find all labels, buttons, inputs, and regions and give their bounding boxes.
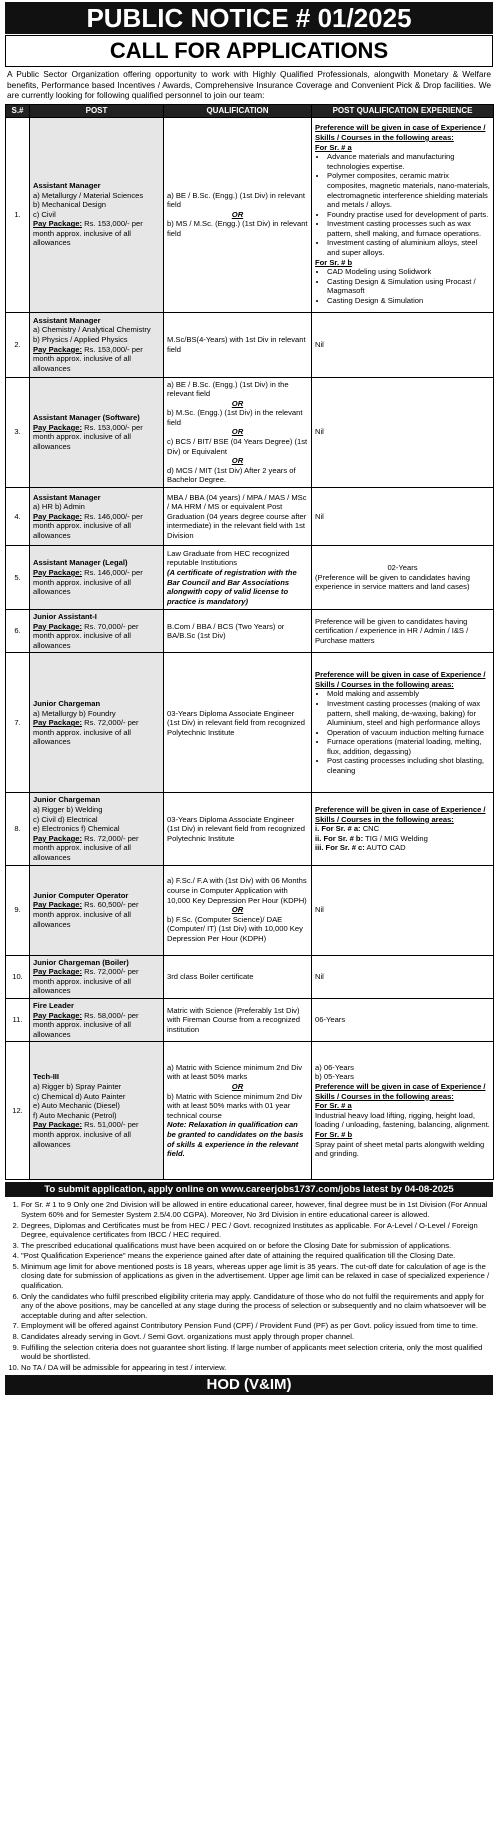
post-cell [30,793,164,865]
pay-label: Pay Package: [33,344,82,354]
experience-cell [312,117,494,312]
post-cell [30,117,164,312]
qualification-cell [164,955,312,998]
qualification-line: B.Com / BBA / BCS (Two Years) or BA/B.Sc (1st Div) [167,621,285,641]
note-item: 4. "Post Qualification Experience" means the experience gained after date of attaining the required qualification till the Closing Date. [21,1251,493,1261]
post-cell [30,1042,164,1180]
experience-cell [312,998,494,1041]
qualification-line: 03-Years Diploma Associate Engineer (1st Div) in relevant field from recognized Polytechnic Institute [167,708,306,737]
pay-value: Rs. 72,000/- per month approx. inclusive of all allowances [33,718,139,747]
table-row [6,793,494,865]
table-row [6,1042,494,1180]
table-row [6,488,494,546]
pay-value: Rs. 146,000/- per month approx. inclusive of all allowances [33,567,143,597]
post-discipline: e) Electronics f) Chemical [33,824,120,834]
experience-cell [312,865,494,955]
pay-label: Pay Package: [33,511,82,521]
experience-item-text: CNC [360,824,380,834]
experience-item: • Investment casting processes (making of wax pattern, shell making, de-waxing, baking) for Aluminium, steel and high performance alloys [327,699,490,728]
post-discipline: a) Metallurgy / Material Sciences [33,190,144,200]
post-discipline: c) Chemical d) Auto Painter [33,1091,126,1101]
pay-package [33,718,160,747]
experience-item: • Advance materials and manufacturing technologies expertise. [327,152,490,171]
sr-cell: 12. [6,1042,30,1180]
experience-item: • Furnace operations (material loading, melting, flux, addition, degassing) [327,737,490,756]
experience-heading: Preference will be given in case of Experience / Skills / Courses in the following areas: [315,805,486,824]
sr-cell: 7. [6,653,30,793]
qualification-line: a) BE / B.Sc. (Engg.) (1st Div) in relevant field [167,190,306,210]
experience-sub-text: Spray paint of sheet metal parts alongwith welding and grinding. [315,1139,485,1159]
pay-label: Pay Package: [33,1010,82,1020]
or-separator: OR [231,427,244,437]
experience-heading: Preference will be given in case of Experience / Skills / Courses in the following areas: [315,123,486,142]
pay-label: Pay Package: [33,422,82,432]
experience-item-label: iii. For Sr. # c: [315,843,365,853]
pay-package [33,834,160,863]
intro-paragraph: A Public Sector Organization offering opportunity to work with Highly Qualified Professionals, alongwith Monetary & Welfare benefits, Performance based Incentives / Awards, Comprehensive Insurance Coverage and Convenient Pick & Drop facilities. We are currently looking for following qualified personnel to join our team: [7,69,491,100]
post-cell [30,488,164,546]
sr-cell: 9. [6,865,30,955]
pay-label: Pay Package: [33,718,82,728]
experience-heading: Preference will be given in case of Experience / Skills / Courses in the following areas: [315,670,486,689]
header-qualification: QUALIFICATION [164,104,312,117]
qualification-note: Note: Relaxation in qualification can be granted to candidates on the basis of skills & experience in the relevant field. [167,1120,304,1159]
pay-label: Pay Package: [33,1120,82,1130]
post-discipline: c) Civil [33,209,56,219]
post-discipline: a) Rigger b) Welding [33,805,103,814]
experience-item-text: AUTO CAD [364,843,406,853]
experience-item: • Mold making and assembly [327,689,490,699]
experience-cell [312,955,494,998]
pay-value: Rs. 146,000/- per month approx. inclusive of all allowances [33,511,143,540]
qualification-line: a) BE / B.Sc. (Engg.) (1st Div) in the relevant field [167,379,289,399]
pay-label: Pay Package: [33,567,82,577]
experience-text: 06-Years [315,1015,346,1025]
post-discipline: b) Physics / Applied Physics [33,334,128,344]
pay-label: Pay Package: [33,967,82,977]
experience-item: • Casting Design & Simulation using Procast / Magmasoft [327,277,490,296]
qualification-line: a) F.Sc./ F.A with (1st Div) with 06 Months course in Computer Application with 10,000 Key Depression Per Hour (KDPH) [167,876,307,905]
sr-cell: 4. [6,488,30,546]
sr-cell: 3. [6,377,30,488]
qualification-cell [164,377,312,488]
note-item: 5. Minimum age limit for above mentioned posts is 18 years, whereas upper age limit is 35 years. The cut-off date for calculation of age is the closing date for submission of applications as given in the advertisement. Upper age limit can be relaxed in case of specialized experience / qualification. [21,1262,493,1291]
experience-cell [312,610,494,653]
post-title: Assistant Manager [33,315,101,325]
post-cell [30,546,164,610]
positions-table [5,104,494,1181]
pay-value: Rs. 58,000/- per month approx. inclusive of all allowances [33,1010,139,1039]
experience-item [315,834,490,844]
pay-value: Rs. 72,000/- per month approx. inclusive of all allowances [33,833,139,862]
experience-cell [312,1042,494,1180]
experience-cell [312,312,494,377]
note-item: 8. Candidates already serving in Govt. / Semi Govt. organizations must apply through proper channel. [21,1332,493,1342]
qualification-cell [164,1042,312,1180]
table-row [6,865,494,955]
post-cell [30,610,164,653]
post-title: Assistant Manager (Legal) [33,558,128,568]
experience-item: • Post casting processes including shot blasting, cleaning [327,756,490,775]
post-discipline: a) Metallurgy b) Foundry [33,708,116,718]
experience-item: • Investment casting of aluminium alloys, steel and super alloys. [327,238,490,257]
note-item: 1. For Sr. # 1 to 9 Only one 2nd Division will be allowed in entire educational career, however, final degree must be in 1st Division (For Annual System 60% and for Semester System 2.5/4.00 CGPA). Moreover, No 3rd Division in entire educational career is allowed. [21,1200,493,1219]
notes-list [5,1200,493,1372]
experience-text: Nil [315,905,324,915]
post-discipline: b) Mechanical Design [33,200,107,210]
post-title: Junior Chargeman (Boiler) [33,957,129,967]
qualification-cell [164,865,312,955]
experience-text: Nil [315,427,324,437]
note-item: 3. The prescribed educational qualifications must have been acquired on or before the Closing Date for submission of applications. [21,1241,493,1251]
note-item: 6. Only the candidates who fulfil prescribed eligibility criteria may apply. Candidature of those who do not fulfil the requirements and apply for any of the above positions, may be cancelled at any stage during the process of selection or subsequently and no claim whatsoever will be acceptable during and after selection. [21,1292,493,1321]
post-cell [30,653,164,793]
or-separator: OR [231,1082,244,1092]
pay-value: Rs. 153,000/- per month approx. inclusive of all allowances [33,219,143,248]
experience-sub-label: For Sr. # a [315,1101,352,1111]
table-row [6,610,494,653]
table-header-row [6,104,494,117]
experience-cell [312,377,494,488]
experience-item-text: TIG / MIG Welding [363,833,428,843]
qualification-line: M.Sc/BS(4-Years) with 1st Div in relevant field [167,334,306,354]
experience-years: b) 05-Years [315,1072,354,1082]
header-experience: POST QUALIFICATION EXPERIENCE [312,104,494,117]
notice-title: PUBLIC NOTICE # 01/2025 [5,2,493,34]
pay-value: Rs. 70,000/- per month approx. inclusive of all allowances [33,621,139,650]
qualification-line: b) Matric with Science minimum 2nd Div with at least 50% marks with 01 year technical course [167,1091,303,1120]
post-discipline: c) Civil d) Electrical [33,814,98,824]
experience-list [315,689,490,775]
post-title: Junior Chargeman [33,698,101,708]
post-title: Junior Computer Operator [33,890,129,900]
note-item: 7. Employment will be offered against Contributory Pension Fund (CPF) / Provident Fund (PF) as per Govt. policy issued from time to time. [21,1321,493,1331]
qualification-line: a) Matric with Science minimum 2nd Div with at least 50% marks [167,1062,303,1082]
experience-list [315,267,490,305]
experience-item [315,843,490,853]
sr-cell: 10. [6,955,30,998]
qualification-line: b) M.Sc. (Engg.) (1st Div) in the relevant field [167,408,303,427]
sr-cell: 6. [6,610,30,653]
pay-package [33,345,160,374]
table-row [6,653,494,793]
pay-package [33,1011,160,1040]
post-cell [30,998,164,1041]
table-row [6,377,494,488]
post-cell [30,312,164,377]
qualification-cell [164,546,312,610]
sr-cell: 8. [6,793,30,865]
post-title: Assistant Manager [33,492,101,502]
experience-item [315,824,490,834]
or-separator: OR [231,456,244,466]
post-discipline: f) Auto Mechanic (Petrol) [33,1110,117,1120]
qualification-line: c) BCS / BIT/ BSE (04 Years Degree) (1st Div) or Equivalent [167,437,308,456]
table-row [6,998,494,1041]
qualification-line: b) MS / M.Sc. (Engg.) (1st Div) in relevant field [167,219,308,238]
pay-label: Pay Package: [33,833,82,843]
qualification-cell [164,117,312,312]
experience-item-label: ii. For Sr. # b: [315,833,364,843]
post-title: Fire Leader [33,1000,74,1010]
pay-package [33,900,160,929]
experience-cell [312,653,494,793]
pay-package [33,622,160,651]
experience-sub-label: For Sr. # a [315,142,352,152]
pay-label: Pay Package: [33,219,82,229]
qualification-cell [164,488,312,546]
note-item: 10. No TA / DA will be admissible for appearing in test / interview. [21,1363,493,1373]
pay-label: Pay Package: [33,900,82,910]
experience-cell [312,488,494,546]
pay-value: Rs. 60,500/- per month approx. inclusive of all allowances [33,900,139,929]
sr-cell: 5. [6,546,30,610]
experience-cell [312,546,494,610]
experience-text: Nil [315,339,324,349]
experience-item: • Operation of vacuum induction melting furnace [327,728,490,738]
or-separator: OR [231,398,244,408]
pay-package [33,568,160,597]
experience-item: • Foundry practise used for development of parts. [327,210,490,220]
or-separator: OR [231,209,244,219]
pay-package [33,219,160,248]
experience-heading: Preference will be given in case of Experience / Skills / Courses in the following areas: [315,1082,486,1101]
notice-page [5,2,493,1395]
post-discipline: a) Rigger b) Spray Painter [33,1082,122,1092]
qualification-line: Matric with Science (Preferably 1st Div) with Fireman Course from a recognized institution [167,1005,300,1034]
post-cell [30,377,164,488]
note-item: 9. Fulfilling the selection criteria does not guarantee short listing. If large number of applicants meet selection criteria, only the most qualified would be shortlisted. [21,1343,493,1362]
experience-item-label: i. For Sr. # a: [315,824,361,834]
experience-list [315,152,490,258]
post-title: Junior Chargeman [33,795,101,805]
post-title: Assistant Manager [33,180,101,190]
pay-package [33,512,160,541]
table-row [6,546,494,610]
post-discipline: a) HR b) Admin [33,502,85,512]
experience-item: • Polymer composites, ceramic matrix composites, magnetic materials, nano-materials, electromagnetic interference shielding materials and metals / alloys. [327,171,490,209]
experience-text: 02-Years [387,563,418,573]
qualification-line: d) MCS / MIT (1st Div) After 2 years of Bachelor Degree. [167,465,296,485]
experience-sub-label: For Sr. # b [315,257,353,267]
header-sr: S.# [6,104,30,117]
or-separator: OR [231,905,244,915]
table-row [6,117,494,312]
experience-note: (Preference will be given to candidates having experience in service matters and land cases) [315,572,470,592]
post-cell [30,955,164,998]
note-item: 2. Degrees, Diplomas and Certificates must be from HEC / PEC / Govt. recognized Institutes as applicable. For A-Level / O-Level / Foreign Degree, equivalence certificates from IBCC / HEC required. [21,1221,493,1240]
pay-package [33,1120,160,1149]
table-row [6,955,494,998]
post-discipline: a) Chemistry / Analytical Chemistry [33,325,151,335]
post-discipline: e) Auto Mechanic (Diesel) [33,1101,120,1111]
pay-value: Rs. 153,000/- per month approx. inclusive of all allowances [33,344,143,373]
experience-sub-label: For Sr. # b [315,1130,353,1139]
qualification-note: (A certificate of registration with the Bar Council and Bar Associations alongwith copy of valid license to practice is mandatory) [167,567,297,606]
qualification-cell [164,653,312,793]
qualification-line: Law Graduate from HEC recognized reputable Institutions [167,548,290,568]
post-cell [30,865,164,955]
qualification-cell [164,998,312,1041]
pay-package [33,967,160,996]
sr-cell: 1. [6,117,30,312]
qualification-line: MBA / BBA (04 years) / MPA / MAS / MSc / MA HRM / MS or equivalent Post Graduation (04 years degree course after intermediate) in the relevant field with 1st Division [167,492,307,540]
experience-text: Nil [315,971,324,981]
qualification-line: b) F.Sc. (Computer Science)/ DAE (Computer/ IT) (1st Div) with 10,000 Key Depression Per Hour (KDPH) [167,914,303,944]
pay-label: Pay Package: [33,621,82,631]
sr-cell: 2. [6,312,30,377]
pay-package [33,423,160,452]
experience-text: Nil [315,511,324,521]
qualification-line: 3rd class Boiler certificate [167,971,254,981]
qualification-line: 03-Years Diploma Associate Engineer (1st Div) in relevant field from recognized Polytechnic Institute [167,814,306,843]
table-body [6,117,494,1180]
qualification-cell [164,793,312,865]
experience-text: Preference will be given to candidates having certification / experience in HR / Admin / I&S / Purchase matters [315,616,469,646]
sr-cell: 11. [6,998,30,1041]
pay-value: Rs. 153,000/- per month approx. inclusive of all allowances [33,422,143,451]
pay-value: Rs. 72,000/- per month approx. inclusive of all allowances [33,967,139,996]
experience-item: • Investment casting processes such as wax pattern, shell making, and furnace operations. [327,219,490,238]
notice-subtitle: CALL FOR APPLICATIONS [5,35,493,67]
post-title: Assistant Manager (Software) [33,413,140,423]
experience-cell [312,793,494,865]
experience-sub-text: Industrial heavy load lifting, rigging, height load, loading / unloading, fastening, balancing, alignment. [315,1110,490,1130]
qualification-cell [164,312,312,377]
post-title: Tech-III [33,1072,60,1082]
post-title: Junior Assistant-I [33,612,97,622]
experience-item: • CAD Modeling using Solidwork [327,267,490,277]
table-row [6,312,494,377]
experience-item: • Casting Design & Simulation [327,296,490,306]
pay-value: Rs. 51,000/- per month approx. inclusive of all allowances [33,1120,139,1149]
qualification-cell [164,610,312,653]
signatory: HOD (V&IM) [5,1375,493,1395]
header-post: POST [30,104,164,117]
apply-banner: To submit application, apply online on www.careerjobs1737.com/jobs latest by 04-08-2025 [5,1182,493,1197]
experience-years: a) 06-Years [315,1062,354,1072]
